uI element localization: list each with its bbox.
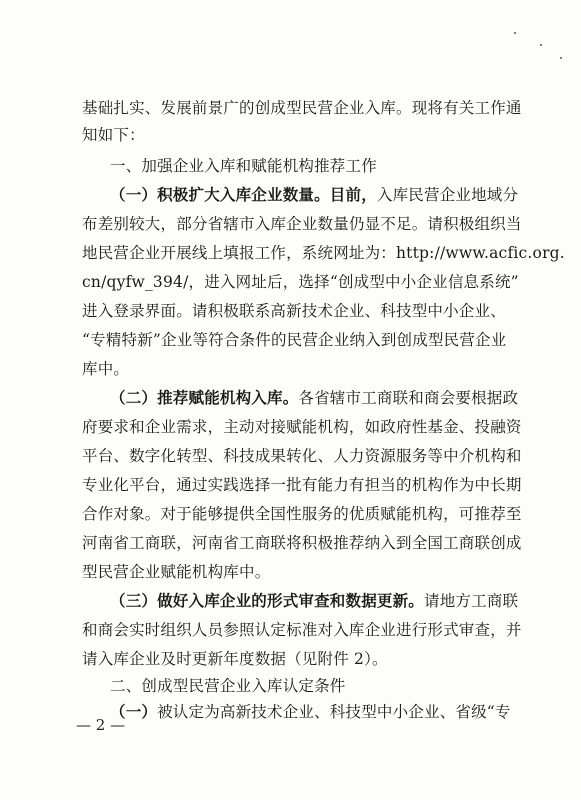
body-line: 府要求和企业需求，主动对接赋能机构，如政府性基金、投融资: [82, 418, 522, 436]
body-line: cn/qyfw_394/，进入网址后，选择“创成型中小企业信息系统”: [82, 273, 519, 291]
subheading-1-1: （一）积极扩大入库企业数量。目前，: [110, 185, 377, 204]
section-heading-2: 二、创成型民营企业入库认定条件: [110, 677, 346, 695]
body-text: 各省辖市工商联和商会要根据政: [298, 389, 519, 407]
body-line: 进入登录界面。请积极联系高新技术企业、科技型中小企业、: [82, 302, 506, 320]
subheading-1-2: （二）推荐赋能机构入库。: [110, 388, 299, 407]
paragraph-4-first-line: [110, 702, 511, 722]
scan-speck: [540, 44, 542, 46]
paragraph-2-first-line: [110, 388, 519, 408]
body-line: 平台、数字化转型、科技成果转化、人力资源服务等中介机构和: [82, 447, 522, 465]
subheading-2-1: （一）: [110, 702, 158, 721]
scan-speck: [514, 32, 516, 34]
paragraph-3-first-line: [110, 591, 519, 611]
scan-speck: [560, 57, 562, 59]
body-text: 被认定为高新技术企业、科技型中小企业、省级“专: [157, 703, 511, 721]
subheading-1-3: （三）做好入库企业的形式审查和数据更新。: [110, 591, 425, 610]
body-line: 合作对象。对于能够提供全国性服务的优质赋能机构，可推荐至: [82, 505, 522, 523]
section-heading-1: 一、加强企业入库和赋能机构推荐工作: [110, 157, 377, 175]
body-line: 库中。: [82, 360, 130, 378]
body-line: 基础扎实、发展前景广的创成型民营企业入库。现将有关工作通: [82, 99, 522, 117]
body-line: 型民营企业赋能机构库中。: [82, 563, 271, 581]
body-text: 入库民营企业地域分: [376, 186, 519, 204]
body-line: 地民营企业开展线上填报工作，系统网址为：http://www.acfic.org.: [82, 244, 565, 262]
body-line: 和商会实时组织人员参照认定标准对入库企业进行形式审查，并: [82, 621, 522, 639]
body-line: 河南省工商联，河南省工商联将积极推荐纳入到全国工商联创成: [82, 534, 522, 552]
body-line: 知如下：: [82, 126, 145, 144]
paragraph-1-first-line: [110, 185, 519, 205]
body-line: 请入库企业及时更新年度数据（见附件 2）。: [82, 650, 388, 668]
body-line: 布差别较大，部分省辖市入库企业数量仍显不足。请积极组织当: [82, 215, 522, 233]
body-line: 专业化平台，通过实践选择一批有能力有担当的机构作为中长期: [82, 476, 522, 494]
page-number: — 2 —: [76, 716, 126, 734]
body-text: 请地方工商联: [424, 592, 519, 610]
body-line: “专精特新”企业等符合条件的民营企业纳入到创成型民营企业: [82, 331, 507, 349]
